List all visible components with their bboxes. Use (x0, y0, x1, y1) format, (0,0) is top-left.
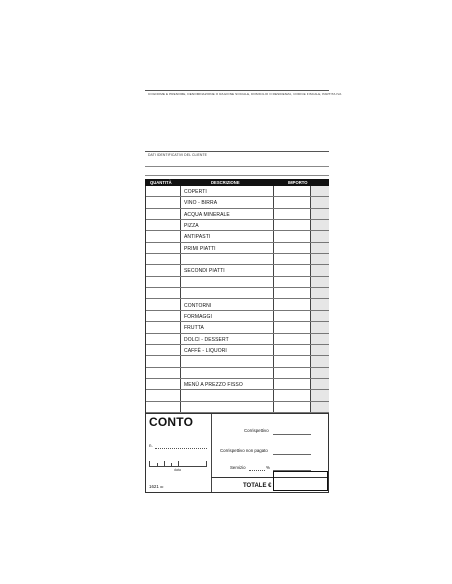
issuer-line (145, 90, 329, 91)
table-row[interactable] (146, 311, 329, 322)
table-row[interactable] (146, 231, 329, 242)
table-row[interactable] (146, 209, 329, 220)
table-row[interactable] (146, 334, 329, 345)
table-row[interactable] (146, 220, 329, 231)
servizio-label: Servizio (230, 465, 246, 470)
client-line (145, 151, 329, 152)
row-description: MENÙ A PREZZO FISSO (184, 381, 243, 388)
table-row[interactable] (146, 300, 329, 311)
date-ruler[interactable] (149, 458, 207, 468)
percent-sign: % (266, 465, 270, 470)
table-row[interactable] (146, 186, 329, 197)
row-description: PIZZA (184, 223, 199, 230)
totale-box[interactable] (273, 471, 328, 491)
row-description: FORMAGGI (184, 313, 213, 320)
form-code-suffix: 00 (160, 485, 164, 489)
number-field[interactable] (155, 448, 207, 449)
row-description: SECONDI PIATTI (184, 268, 225, 275)
corrispettivo-field[interactable] (273, 434, 311, 435)
table-row[interactable] (146, 379, 329, 390)
table-row[interactable] (146, 368, 329, 379)
table-header (145, 179, 329, 186)
table-row[interactable] (146, 254, 329, 265)
table-row[interactable] (146, 243, 329, 254)
totals-section (145, 413, 329, 493)
row-description: CONTORNI (184, 302, 212, 309)
table-row[interactable] (146, 277, 329, 288)
column-header-amount: IMPORTO (288, 180, 308, 186)
number-prefix: n. (149, 443, 153, 448)
row-description: VINO - BIRRA (184, 200, 218, 207)
receipt-form (145, 0, 342, 584)
table-row[interactable] (146, 390, 329, 401)
form-code-number: 1621 (149, 484, 159, 489)
row-description: PRIMI PIATTI (184, 245, 216, 252)
totals-divider (211, 414, 212, 492)
row-description: DOLCI - DESSERT (184, 336, 229, 343)
client-field-line-1[interactable] (145, 166, 329, 167)
totale-label: TOTALE € (243, 483, 272, 489)
client-field-line-2[interactable] (145, 175, 329, 176)
corrispettivo-non-pagato-field[interactable] (273, 454, 311, 455)
corrispettivo-non-pagato-label: Corrispettivo non pagato (220, 448, 268, 453)
column-header-quantity: QUANTITÀ (150, 180, 172, 186)
form-code (149, 484, 163, 490)
items-table (145, 186, 329, 413)
column-header-description: DESCRIZIONE (211, 180, 240, 186)
table-row[interactable] (146, 345, 329, 356)
conto-title: CONTO (149, 415, 194, 429)
servizio-percent-field[interactable] (249, 470, 265, 471)
table-row[interactable] (146, 288, 329, 299)
date-label: data (174, 468, 181, 472)
row-description: ANTIPASTI (184, 234, 211, 241)
row-description: COPERTI (184, 189, 207, 195)
table-row[interactable] (146, 265, 329, 276)
corrispettivo-label: Corrispettivo (244, 428, 269, 433)
client-label: DATI IDENTIFICATIVI DEL CLIENTE (148, 153, 207, 157)
table-row[interactable] (146, 356, 329, 367)
row-description: FRUTTA (184, 325, 204, 332)
row-description: ACQUA MINERALE (184, 211, 230, 218)
issuer-label: COGNOME E PRENOME, DENOMINAZIONE O RAGIONE SOCIALE, DOMICILIO O RESIDENZA, CODICE FISCALE, PARTITA IVA (148, 92, 342, 96)
table-row[interactable] (146, 402, 329, 413)
row-description: CAFFÈ - LIQUORI (184, 347, 227, 354)
table-row[interactable] (146, 197, 329, 208)
table-row[interactable] (146, 322, 329, 333)
